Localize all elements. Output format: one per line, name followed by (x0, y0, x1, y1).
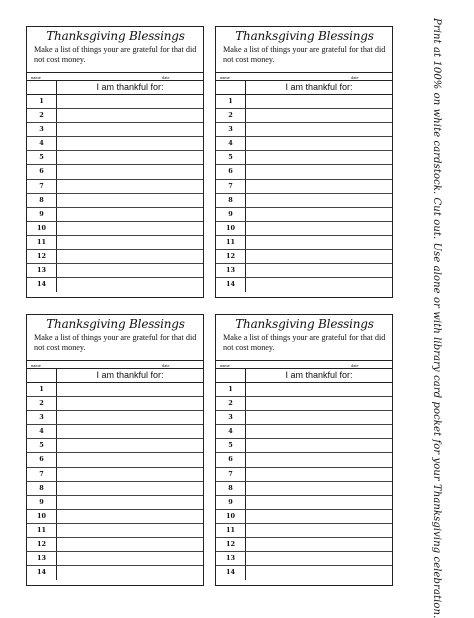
table-row (27, 453, 203, 467)
row-number: 12 (27, 250, 57, 263)
write-line (57, 278, 203, 292)
card-title: Thanksgiving Blessings (235, 317, 374, 331)
row-number: 9 (27, 208, 57, 221)
write-line (57, 496, 203, 509)
table-row (27, 95, 203, 109)
table-row (216, 151, 392, 165)
write-line (246, 250, 392, 263)
table-row (216, 109, 392, 123)
row-number: 5 (216, 439, 246, 452)
table-row (216, 439, 392, 453)
write-line (57, 95, 203, 108)
write-line (246, 482, 392, 495)
row-number: 6 (216, 453, 246, 466)
write-line (57, 566, 203, 580)
write-line (57, 411, 203, 424)
table-row (27, 397, 203, 411)
row-number: 1 (27, 383, 57, 396)
write-line (57, 165, 203, 178)
name-label: name (31, 75, 41, 80)
write-line (57, 236, 203, 249)
write-line (57, 439, 203, 452)
write-line (246, 439, 392, 452)
table-row (216, 165, 392, 179)
write-line (57, 123, 203, 136)
row-number: 3 (216, 123, 246, 136)
write-line (57, 552, 203, 565)
write-line (246, 165, 392, 178)
row-number: 6 (216, 165, 246, 178)
write-line (57, 538, 203, 551)
table-header-row (216, 369, 392, 383)
row-number: 14 (27, 566, 57, 580)
row-number: 14 (27, 278, 57, 292)
print-instructions-text: Print at 100% on white cardstock. Cut out. Use alone or with library card pocket for your Thanksgiving celebration. (431, 18, 442, 618)
row-number: 9 (216, 496, 246, 509)
date-label: date (351, 75, 359, 80)
card-title: Thanksgiving Blessings (235, 29, 374, 43)
date-label: date (162, 75, 170, 80)
table-header-row (27, 369, 203, 383)
row-number: 1 (216, 95, 246, 108)
row-number: 2 (27, 397, 57, 410)
write-line (246, 236, 392, 249)
write-line (246, 109, 392, 122)
row-number: 8 (216, 194, 246, 207)
card-instructions: Make a list of things your are grateful for that did not cost money. (223, 45, 386, 64)
write-line (246, 180, 392, 193)
row-number: 4 (27, 425, 57, 438)
row-number: 11 (27, 524, 57, 537)
write-line (246, 383, 392, 396)
row-number: 10 (216, 222, 246, 235)
table-row (27, 524, 203, 538)
column-header: I am thankful for: (285, 82, 353, 92)
table-rows (216, 95, 392, 292)
table-header-row (216, 81, 392, 95)
table-row (27, 482, 203, 496)
card-title: Thanksgiving Blessings (46, 29, 185, 43)
card-header (27, 315, 203, 361)
write-line (57, 137, 203, 150)
blessing-card-4 (215, 314, 393, 586)
write-line (57, 208, 203, 221)
table-row (27, 425, 203, 439)
number-column-header (27, 81, 57, 94)
card-header (216, 315, 392, 361)
write-line (57, 222, 203, 235)
table-row (27, 194, 203, 208)
row-number: 9 (216, 208, 246, 221)
write-line (57, 425, 203, 438)
row-number: 6 (27, 165, 57, 178)
write-line (246, 468, 392, 481)
table-row (216, 250, 392, 264)
table-row (216, 453, 392, 467)
table-row (216, 222, 392, 236)
row-number: 8 (216, 482, 246, 495)
row-number: 13 (27, 552, 57, 565)
table-row (216, 566, 392, 580)
table-row (216, 180, 392, 194)
table-row (216, 482, 392, 496)
table-row (27, 411, 203, 425)
row-number: 3 (216, 411, 246, 424)
write-line (246, 137, 392, 150)
table-row (216, 510, 392, 524)
number-column-header (216, 81, 246, 94)
blessing-card-1 (26, 26, 204, 298)
column-header: I am thankful for: (96, 370, 164, 380)
table-row (27, 383, 203, 397)
write-line (57, 510, 203, 523)
table-row (27, 566, 203, 580)
row-number: 5 (27, 439, 57, 452)
thankful-table (27, 81, 203, 292)
write-line (246, 123, 392, 136)
write-line (246, 566, 392, 580)
row-number: 2 (216, 109, 246, 122)
write-line (57, 482, 203, 495)
write-line (246, 222, 392, 235)
name-date-row (27, 73, 203, 81)
table-row (216, 524, 392, 538)
table-rows (27, 383, 203, 580)
write-line (246, 538, 392, 551)
column-header: I am thankful for: (285, 370, 353, 380)
table-row (27, 137, 203, 151)
row-number: 12 (216, 250, 246, 263)
card-instructions: Make a list of things your are grateful for that did not cost money. (34, 333, 197, 352)
row-number: 2 (216, 397, 246, 410)
write-line (246, 264, 392, 277)
table-row (216, 123, 392, 137)
row-number: 2 (27, 109, 57, 122)
blessing-card-2 (215, 26, 393, 298)
row-number: 7 (216, 468, 246, 481)
table-row (216, 425, 392, 439)
table-row (216, 397, 392, 411)
table-row (27, 165, 203, 179)
table-row (27, 180, 203, 194)
table-rows (216, 383, 392, 580)
row-number: 6 (27, 453, 57, 466)
write-line (57, 383, 203, 396)
write-line (246, 208, 392, 221)
date-label: date (162, 363, 170, 368)
thankful-table (216, 369, 392, 580)
row-number: 4 (27, 137, 57, 150)
thankful-table (27, 369, 203, 580)
row-number: 13 (216, 552, 246, 565)
write-line (246, 151, 392, 164)
table-row (27, 468, 203, 482)
table-row (27, 264, 203, 278)
row-number: 7 (216, 180, 246, 193)
table-row (216, 95, 392, 109)
table-row (27, 109, 203, 123)
table-rows (27, 95, 203, 292)
write-line (246, 510, 392, 523)
write-line (246, 496, 392, 509)
table-row (216, 194, 392, 208)
table-row (216, 278, 392, 292)
row-number: 11 (216, 524, 246, 537)
row-number: 8 (27, 194, 57, 207)
table-row (27, 208, 203, 222)
row-number: 14 (216, 566, 246, 580)
write-line (57, 250, 203, 263)
write-line (57, 264, 203, 277)
row-number: 3 (27, 411, 57, 424)
write-line (246, 425, 392, 438)
write-line (246, 524, 392, 537)
name-label: name (220, 75, 230, 80)
row-number: 4 (216, 425, 246, 438)
write-line (57, 524, 203, 537)
row-number: 5 (216, 151, 246, 164)
table-row (27, 439, 203, 453)
table-row (27, 538, 203, 552)
row-number: 4 (216, 137, 246, 150)
card-title: Thanksgiving Blessings (46, 317, 185, 331)
write-line (57, 109, 203, 122)
row-number: 5 (27, 151, 57, 164)
row-number: 10 (216, 510, 246, 523)
row-number: 3 (27, 123, 57, 136)
write-line (57, 453, 203, 466)
table-row (27, 151, 203, 165)
table-row (216, 538, 392, 552)
write-line (246, 453, 392, 466)
name-date-row (216, 361, 392, 369)
table-row (27, 496, 203, 510)
table-row (216, 264, 392, 278)
write-line (57, 397, 203, 410)
row-number: 14 (216, 278, 246, 292)
table-row (216, 411, 392, 425)
row-number: 7 (27, 180, 57, 193)
row-number: 11 (216, 236, 246, 249)
row-number: 9 (27, 496, 57, 509)
name-date-row (27, 361, 203, 369)
row-number: 12 (216, 538, 246, 551)
number-column-header (27, 369, 57, 382)
write-line (57, 468, 203, 481)
column-header: I am thankful for: (96, 82, 164, 92)
card-instructions: Make a list of things your are grateful for that did not cost money. (34, 45, 197, 64)
table-row (27, 222, 203, 236)
table-row (216, 552, 392, 566)
card-header (27, 27, 203, 73)
name-label: name (220, 363, 230, 368)
table-row (27, 123, 203, 137)
write-line (246, 397, 392, 410)
row-number: 10 (27, 222, 57, 235)
write-line (246, 278, 392, 292)
row-number: 13 (216, 264, 246, 277)
table-row (27, 510, 203, 524)
row-number: 12 (27, 538, 57, 551)
print-instructions (424, 18, 444, 618)
table-row (216, 137, 392, 151)
write-line (246, 552, 392, 565)
date-label: date (351, 363, 359, 368)
write-line (57, 151, 203, 164)
table-row (27, 250, 203, 264)
name-label: name (31, 363, 41, 368)
row-number: 1 (216, 383, 246, 396)
table-header-row (27, 81, 203, 95)
card-instructions: Make a list of things your are grateful for that did not cost money. (223, 333, 386, 352)
table-row (216, 208, 392, 222)
row-number: 7 (27, 468, 57, 481)
thankful-table (216, 81, 392, 292)
write-line (57, 194, 203, 207)
write-line (246, 95, 392, 108)
blessing-card-3 (26, 314, 204, 586)
row-number: 8 (27, 482, 57, 495)
name-date-row (216, 73, 392, 81)
row-number: 1 (27, 95, 57, 108)
table-row (27, 552, 203, 566)
row-number: 10 (27, 510, 57, 523)
number-column-header (216, 369, 246, 382)
table-row (216, 496, 392, 510)
row-number: 13 (27, 264, 57, 277)
write-line (57, 180, 203, 193)
table-row (27, 278, 203, 292)
table-row (216, 383, 392, 397)
write-line (246, 411, 392, 424)
row-number: 11 (27, 236, 57, 249)
table-row (216, 236, 392, 250)
table-row (27, 236, 203, 250)
card-header (216, 27, 392, 73)
table-row (216, 468, 392, 482)
write-line (246, 194, 392, 207)
